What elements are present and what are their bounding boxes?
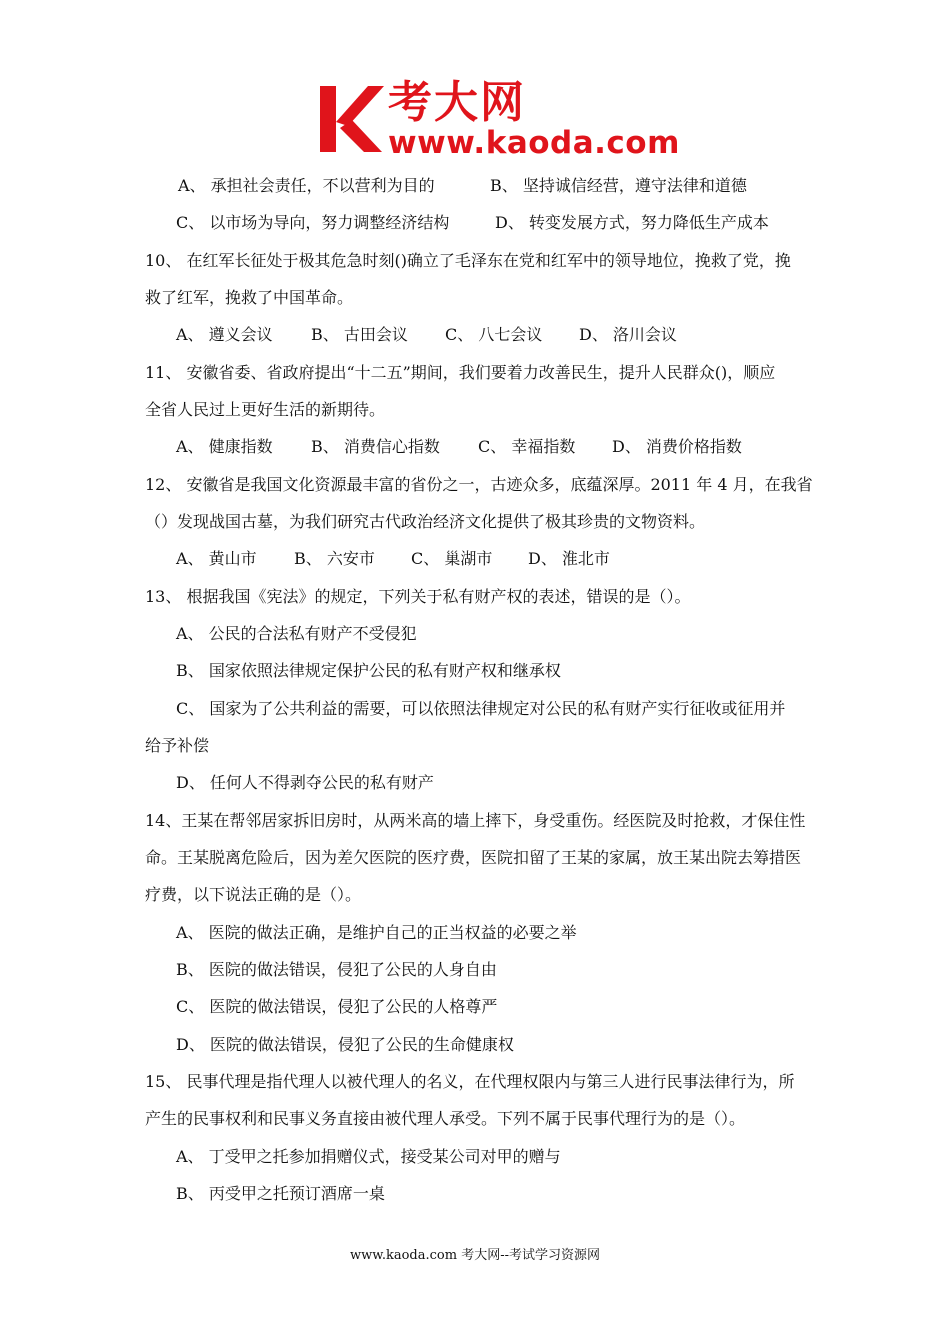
q13-option-d: D、 任何人不得剥夺公民的私有财产 <box>176 773 434 792</box>
q10-stem-line1: 10、 在红军长征处于极其危急时刻()确立了毛泽东在党和红军中的领导地位，挽救了党，挽 <box>145 251 791 270</box>
q12-option-c: C、 巢湖市 <box>411 549 493 568</box>
q10-option-d: D、 洛川会议 <box>579 325 677 344</box>
q10-option-b: B、 古田会议 <box>311 325 408 344</box>
q12-stem-line1: 12、 安徽省是我国文化资源最丰富的省份之一，古迹众多，底蕴深厚。2011 年 4 月，在我省 <box>145 475 813 494</box>
q9-option-b: B、 坚持诚信经营，遵守法律和道德 <box>490 176 747 195</box>
q9-options-row1 <box>178 176 747 196</box>
q13-option-c-line2: 给予补偿 <box>145 736 210 755</box>
q14-stem-line1: 14、王某在帮邻居家拆旧房时，从两米高的墙上摔下，身受重伤。经医院及时抢救，才保住性 <box>145 811 806 830</box>
q10-options <box>176 325 677 345</box>
q13-option-b: B、 国家依照法律规定保护公民的私有财产权和继承权 <box>176 661 561 680</box>
q13-stem: 13、 根据我国《宪法》的规定，下列关于私有财产权的表述，错误的是（）。 <box>145 587 691 606</box>
q14-option-a: A、 医院的做法正确，是维护自己的正当权益的必要之举 <box>176 923 577 942</box>
q12-stem-line2: （）发现战国古墓，为我们研究古代政治经济文化提供了极其珍贵的文物资料。 <box>145 512 706 531</box>
q12-option-d: D、 淮北市 <box>528 549 610 568</box>
q14-option-d: D、 医院的做法错误，侵犯了公民的生命健康权 <box>176 1035 514 1054</box>
q9-option-a: A、 承担社会责任，不以营利为目的 <box>178 176 435 195</box>
q12-options <box>176 549 610 569</box>
k-logo-icon <box>318 82 384 156</box>
q12-option-b: B、 六安市 <box>294 549 375 568</box>
logo-title: 考大网 <box>388 77 526 128</box>
q12-option-a: A、 黄山市 <box>176 549 257 568</box>
q9-option-d: D、 转变发展方式，努力降低生产成本 <box>495 213 769 232</box>
page-footer: www.kaoda.com 考大网--考试学习资源网 <box>350 1248 600 1263</box>
q11-stem-line2: 全省人民过上更好生活的新期待。 <box>145 400 386 419</box>
q9-option-c: C、 以市场为导向，努力调整经济结构 <box>176 213 450 232</box>
q11-option-b: B、 消费信心指数 <box>311 437 440 456</box>
q15-stem-line2: 产生的民事权利和民事义务直接由被代理人承受。下列不属于民事代理行为的是（）。 <box>145 1109 746 1128</box>
q14-option-c: C、 医院的做法错误，侵犯了公民的人格尊严 <box>176 997 498 1016</box>
logo-url: www.kaoda.com <box>388 125 680 161</box>
q14-option-b: B、 医院的做法错误，侵犯了公民的人身自由 <box>176 960 497 979</box>
q14-stem-line3: 疗费，以下说法正确的是（）。 <box>145 885 362 904</box>
q15-option-a: A、 丁受甲之托参加捐赠仪式，接受某公司对甲的赠与 <box>176 1147 561 1166</box>
q10-option-c: C、 八七会议 <box>445 325 543 344</box>
q15-option-b: B、 丙受甲之托预订酒席一桌 <box>176 1184 385 1203</box>
q11-option-a: A、 健康指数 <box>176 437 273 456</box>
q11-stem-line1: 11、 安徽省委、省政府提出“十二五”期间，我们要着力改善民生，提升人民群众()，顺应 <box>145 363 776 382</box>
q10-option-a: A、 遵义会议 <box>176 325 273 344</box>
q13-option-c-line1: C、 国家为了公共利益的需要，可以依照法律规定对公民的私有财产实行征收或征用并 <box>176 699 786 718</box>
q14-stem-line2: 命。王某脱离危险后，因为差欠医院的医疗费，医院扣留了王某的家属，放王某出院去筹措医 <box>145 848 802 867</box>
q11-option-d: D、 消费价格指数 <box>612 437 742 456</box>
q15-stem-line1: 15、 民事代理是指代理人以被代理人的名义，在代理权限内与第三人进行民事法律行为，所 <box>145 1072 795 1091</box>
site-logo <box>318 77 680 161</box>
q11-options <box>176 437 742 457</box>
q10-stem-line2: 救了红军，挽救了中国革命。 <box>145 288 354 307</box>
q11-option-c: C、 幸福指数 <box>478 437 576 456</box>
q13-option-a: A、 公民的合法私有财产不受侵犯 <box>176 624 417 643</box>
q9-options-row2 <box>176 213 769 233</box>
